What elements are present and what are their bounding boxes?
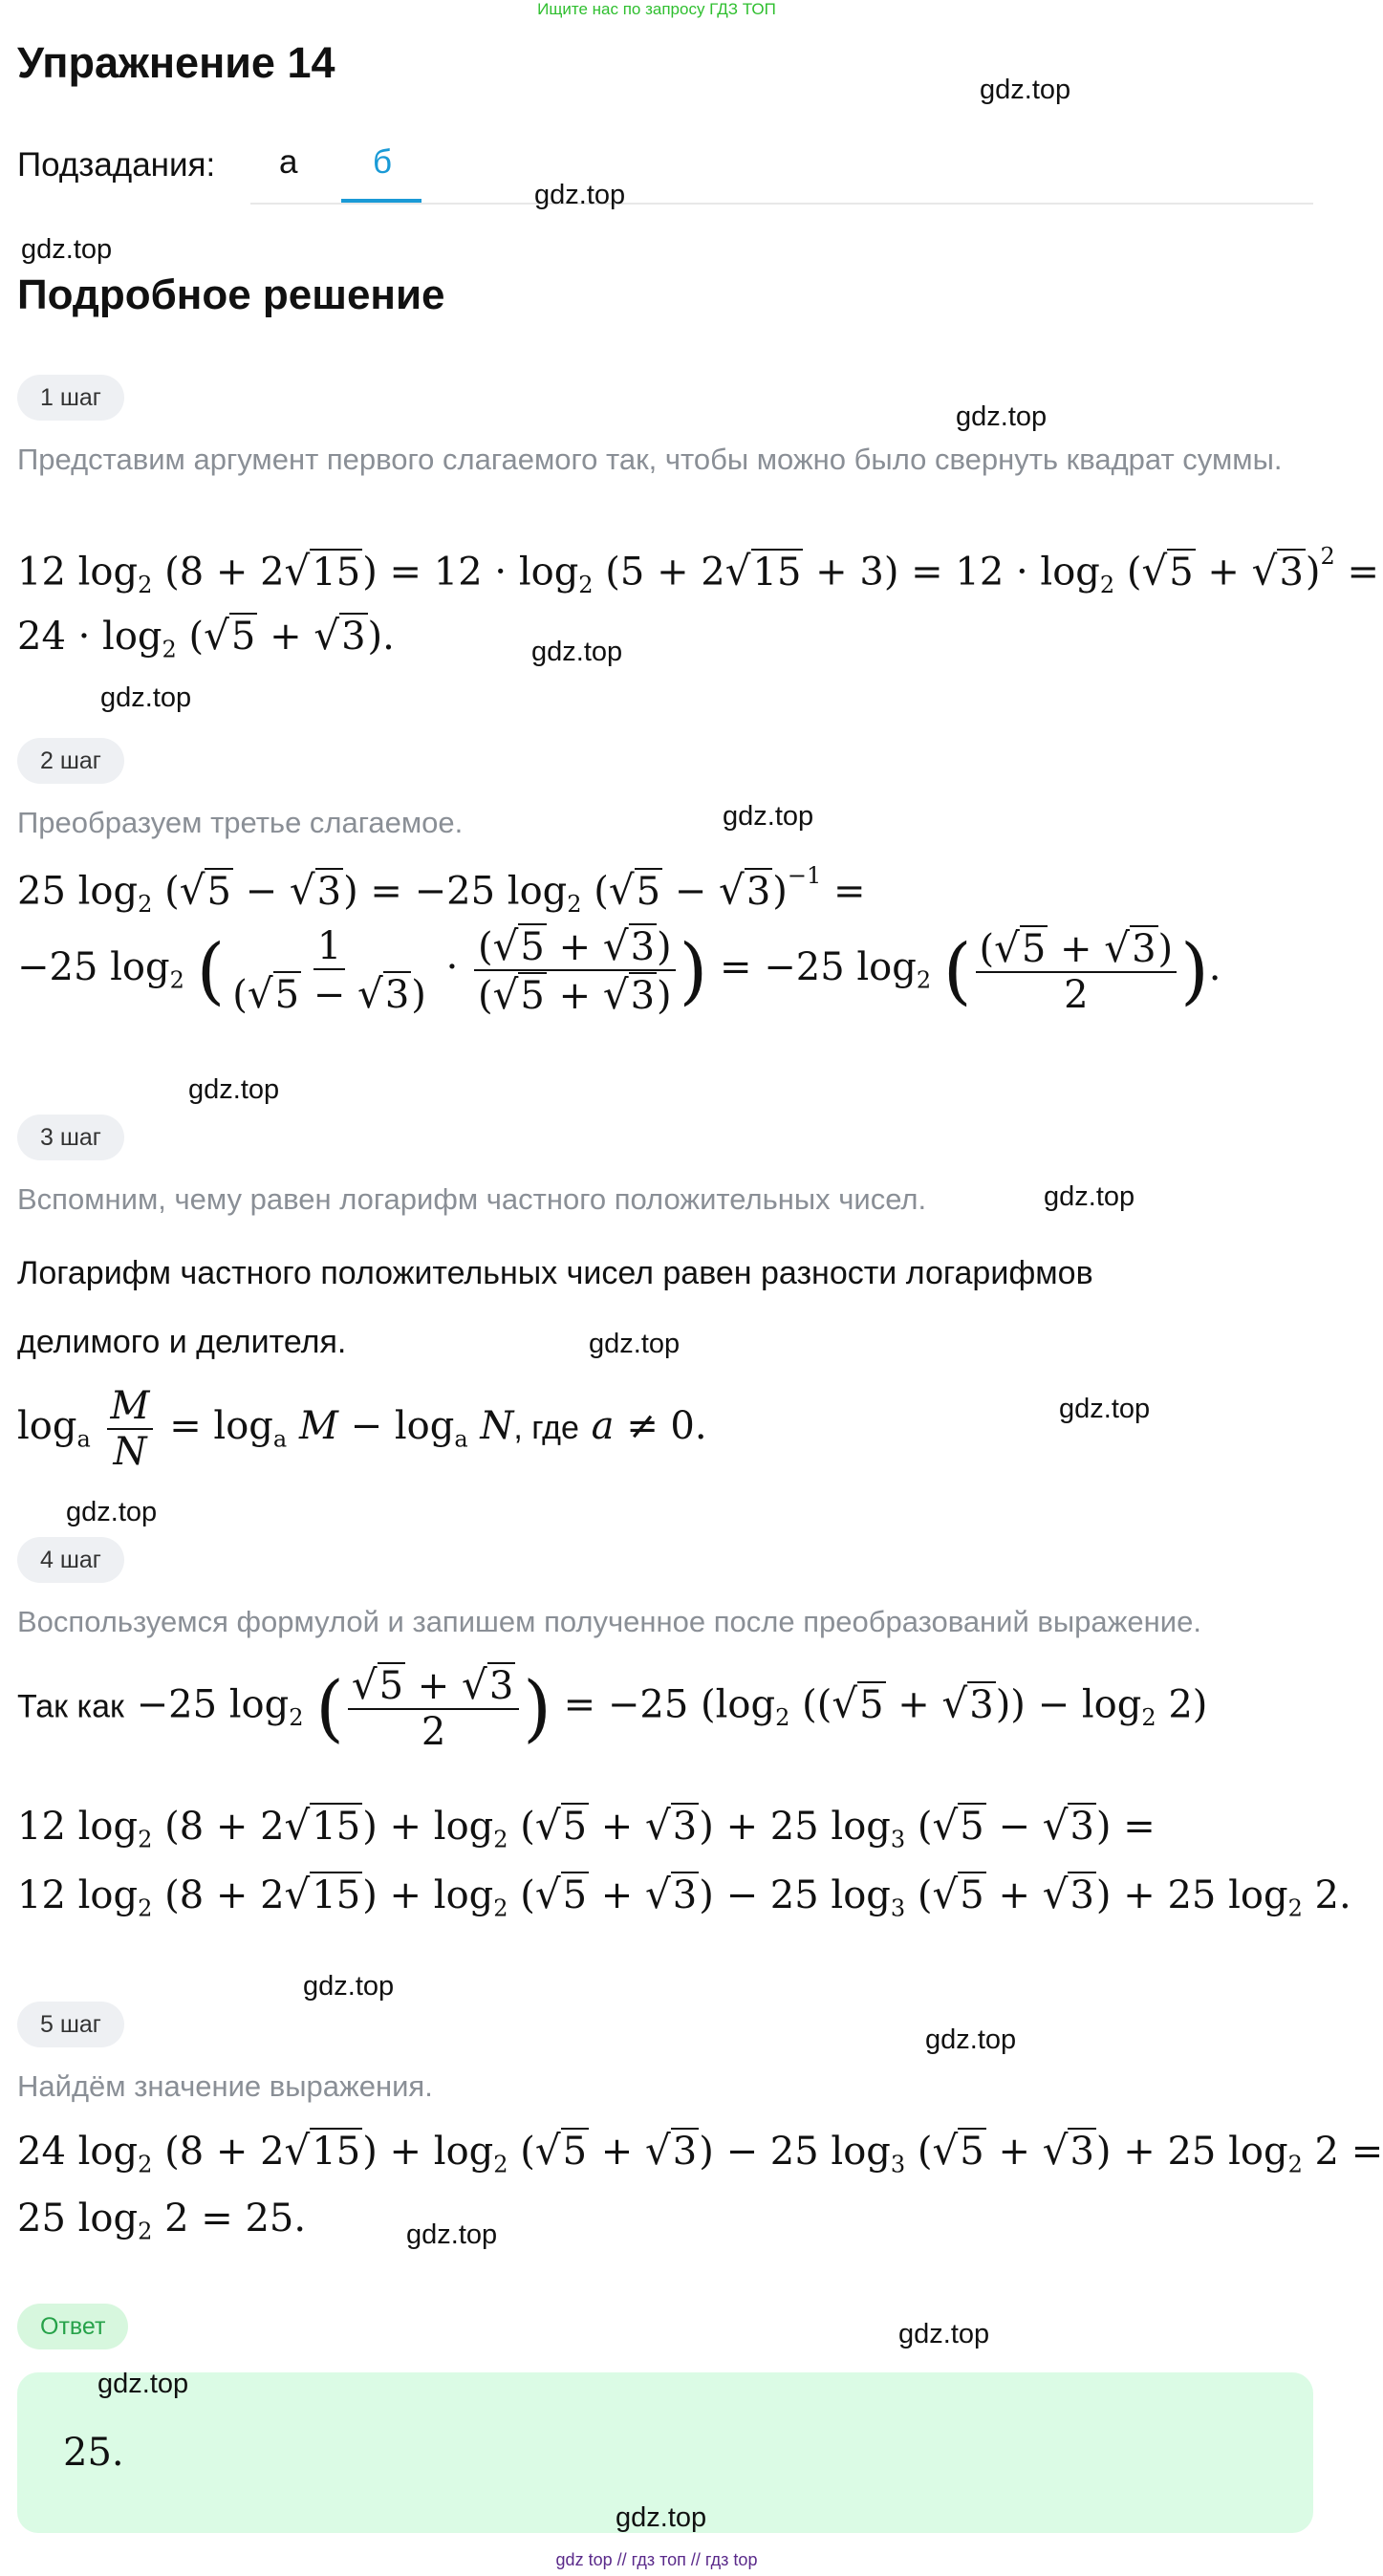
since-word: Так как — [17, 1688, 124, 1725]
tabs-divider — [250, 203, 1313, 205]
watermark: gdz.top — [925, 2024, 1017, 2055]
step-4-text: Воспользуемся формулой и запишем полученное после преобразований выражение. — [17, 1605, 1201, 1638]
footer-links[interactable]: gdz top // гдз топ // гдз top — [555, 2550, 758, 2569]
answer-value: 25. — [63, 2431, 124, 2475]
search-hint: Ищите нас по запросу ГДЗ ТОП — [537, 0, 776, 18]
solution-heading: Подробное решение — [17, 271, 445, 318]
watermark: gdz.top — [406, 2219, 498, 2250]
log-quotient-rule: Логарифм частного положительных чисел равен разности логарифмов делимого и делителя. — [17, 1255, 1093, 1360]
watermark: gdz.top — [188, 1074, 280, 1105]
where-word: , где — [513, 1410, 579, 1446]
watermark: gdz.top — [723, 801, 814, 832]
step-badge-2: 2 шаг — [17, 738, 124, 784]
step-badge-5: 5 шаг — [17, 2002, 124, 2047]
subtasks-label: Подзадания: — [17, 146, 216, 184]
watermark: gdz.top — [534, 180, 626, 210]
step-3-text: Вспомним, чему равен логарифм частного положительных чисел. — [17, 1182, 927, 1216]
watermark: gdz.top — [303, 1971, 395, 2002]
step-2-formula-line-1: 25 $\log_2 (√5 - √3) = -25$ $\log_2 (√5 - √3)^{-1}$ = — [17, 862, 866, 918]
step-5-text: Найдём значение выражения. — [17, 2069, 433, 2103]
log-quotient-formula: $\log_a$ $\frac{M}{N}$ = $\log_a M - \log_a N$, где a ≠ 0. — [17, 1384, 707, 1474]
step-2-formula-line-2: −25 $\log_2$ ( $\frac{1}{(√5 - √3)}$ · $\frac{(√5 + √3)}{(√5 + √3)}$ ) = −25 $\log_2$ ( $\frac{(√5 + √3)}{2}$ ). — [17, 922, 1221, 1018]
watermark: gdz.top — [980, 75, 1071, 105]
watermark: gdz.top — [1059, 1394, 1151, 1424]
active-tab-indicator — [341, 199, 421, 203]
step-5-formula-line-1: 24 $\log_2 (8 + 2√15) + \log_2 (√5 + √3) - 25$ $\log_3 (√5 + √3) + 25$ $\log_2 2$ = — [17, 2127, 1383, 2178]
watermark: gdz.top — [1044, 1181, 1135, 1212]
step-badge-3: 3 шаг — [17, 1115, 124, 1160]
answer-badge: Ответ — [17, 2304, 128, 2349]
watermark: gdz.top — [956, 401, 1048, 432]
watermark: gdz.top — [97, 2369, 189, 2399]
watermark: gdz.top — [589, 1329, 681, 1359]
step-1-text: Представим аргумент первого слагаемого так, чтобы можно было свернуть квадрат суммы. — [17, 443, 1283, 476]
step-badge-1: 1 шаг — [17, 375, 124, 421]
tab-b[interactable]: б — [373, 143, 393, 181]
step-4-since-formula: Так как −25 $\log_2$ ( $\frac{√5 + √3}{2}$ ) = −25 ($\log_2$ $((√5 + √3)) - \log_2 2$) — [17, 1661, 1208, 1754]
step-4-formula-line-2: 12 $\log_2 (8 + 2√15) + \log_2 (√5 + √3) - 25$ $\log_3 (√5 + √3) + 25$ $\log_2 2$. — [17, 1871, 1351, 1922]
step-5-formula-line-2: 25 $\log_2 2 = 25$. — [17, 2197, 307, 2245]
watermark: gdz.top — [898, 2319, 990, 2349]
step-2-text: Преобразуем третье слагаемое. — [17, 806, 464, 839]
watermark: gdz.top — [66, 1497, 158, 1527]
watermark: gdz.top — [100, 682, 192, 713]
watermark: gdz.top — [531, 637, 623, 667]
step-1-formula-line-1: 12 $\log_2 (8 + 2√15) = 12 \cdot \log_2 (5 + 2√15 + 3) = 12 \cdot \log_2 (√5 + √3)^2$ = — [17, 543, 1380, 598]
tab-a[interactable]: а — [279, 143, 298, 181]
page-title: Упражнение 14 — [17, 38, 335, 87]
step-4-formula-line-1: 12 $\log_2 (8 + 2√15) + \log_2 (√5 + √3) + 25$ $\log_3 (√5 - √3)$ = — [17, 1802, 1156, 1853]
watermark: gdz.top — [21, 234, 113, 265]
watermark: gdz.top — [616, 2502, 707, 2533]
step-badge-4: 4 шаг — [17, 1537, 124, 1583]
step-1-formula-line-2: $24 \cdot \log_2 (√5 + √3)$. — [17, 612, 395, 663]
